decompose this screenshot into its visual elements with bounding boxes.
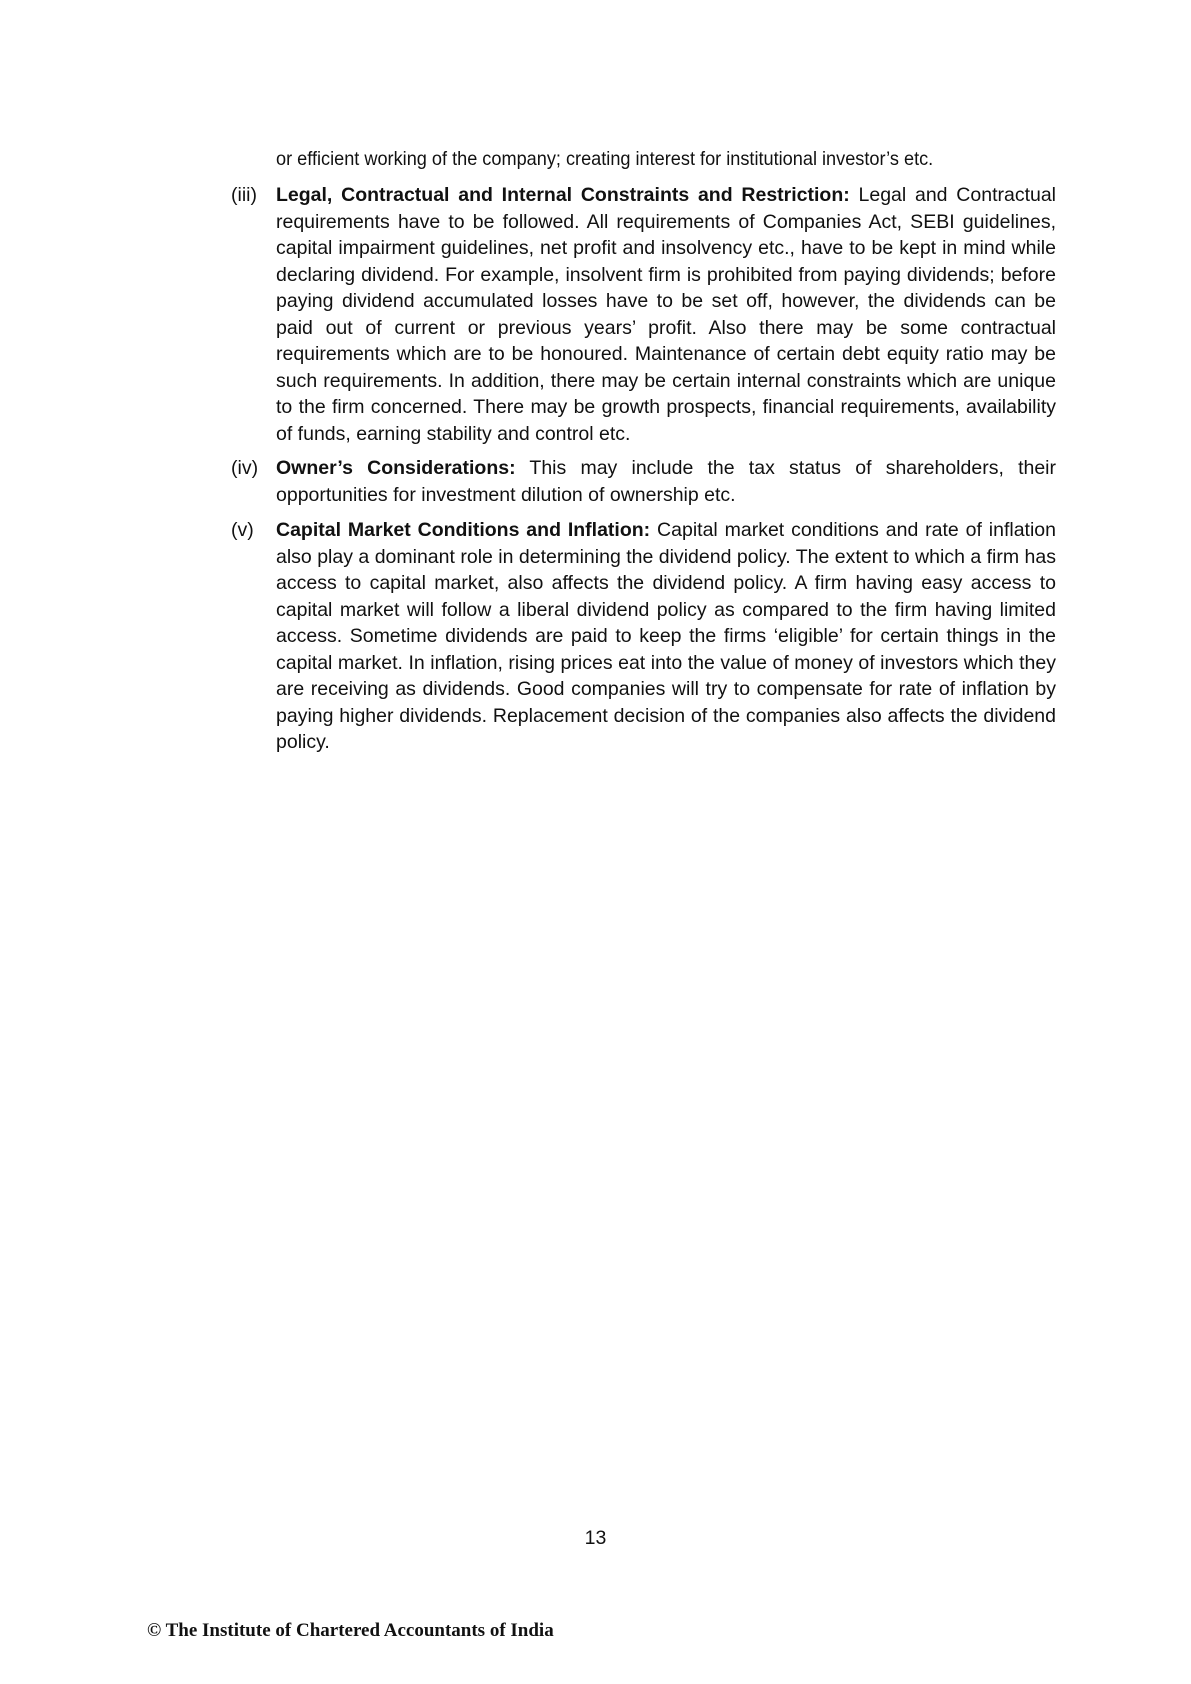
list-item-text: This may include the tax status of shareholders, their opportunities for investment dilution of ownership etc. [276,457,1056,506]
list-item-number: (iii) [231,184,257,206]
list-item-number: (iv) [231,457,259,479]
copyright-footer: © The Institute of Chartered Accountants of India [147,1620,554,1641]
intro-paragraph: or efficient working of the company; creating interest for institutional investor’s etc. [276,148,934,170]
page-number: 13 [584,1527,607,1549]
list-item-body [276,182,1056,447]
list-item-number: (v) [231,519,254,541]
list-item-heading: Owner’s Considerations: [276,457,516,479]
list-item-text: Legal and Contractual requirements have to be followed. All requirements of Companies Act, SEBI guidelines, capital impairment guidelines, net profit and insolvency etc., have to be kept in mind while declaring dividend. For example, insolvent firm is prohibited from paying dividends; before paying dividend accumulated losses have to be set off, however, the dividends can be paid out of current or previous years’ profit. Also there may be some contractual requirements which are to be honoured. Maintenance of certain debt equity ratio may be such requirements. In addition, there may be certain internal constraints which are unique to the firm concerned. There may be growth prospects, financial requirements, availability of funds, earning stability and control etc. [276,184,1057,445]
list-item-heading: Legal, Contractual and Internal Constraints and Restriction: [276,184,850,206]
list-item-text: Capital market conditions and rate of inflation also play a dominant role in determining the dividend policy. The extent to which a firm has access to capital market, also affects the dividend policy. A firm having easy access to capital market will follow a liberal dividend policy as compared to the firm having limited access. Sometime dividends are paid to keep the firms ‘eligible’ for certain things in the capital market. In inflation, rising prices eat into the value of money of investors which they are receiving as dividends. Good companies will try to compensate for rate of inflation by paying higher dividends. Replacement decision of the companies also affects the dividend policy. [276,519,1057,753]
list-item-body [276,455,1056,508]
list-item-body [276,517,1056,756]
list-item-heading: Capital Market Conditions and Inflation: [276,519,651,541]
